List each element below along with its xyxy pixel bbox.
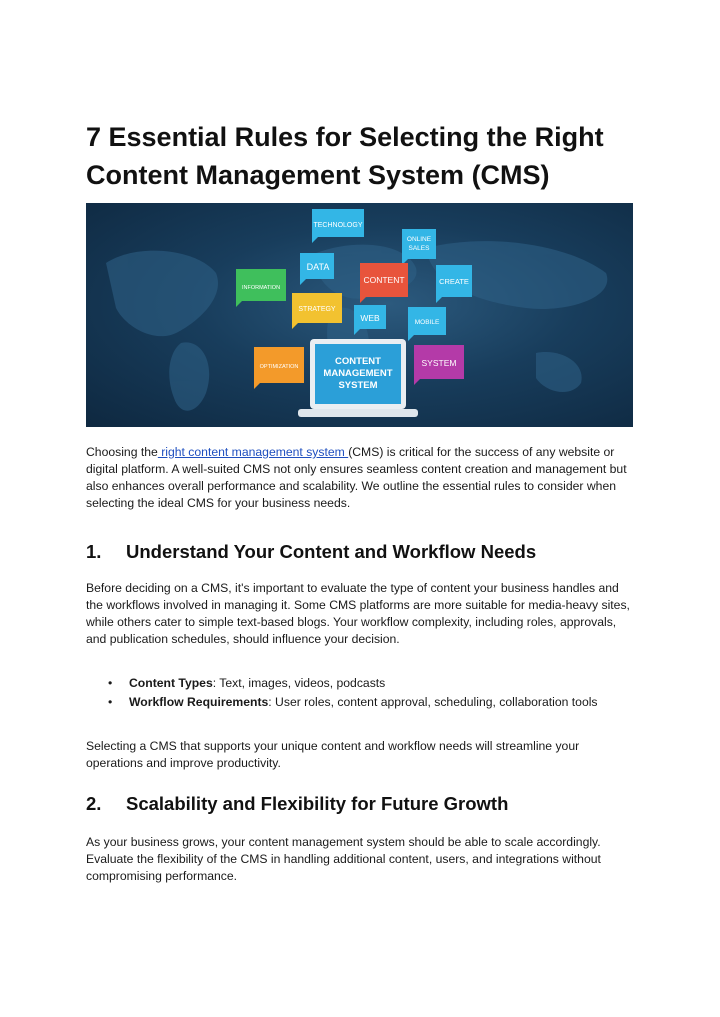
section-2-number: 2. [86,793,102,814]
svg-text:CONTENT: CONTENT [363,275,405,285]
svg-text:SYSTEM: SYSTEM [338,380,378,391]
information-tag [236,269,286,307]
section-1-paragraph: Before deciding on a CMS, it's important to evaluate the type of content your business handles and the workflows involved in managing it. Some CMS platforms are more suitable for media-heavy sites, while others cater to simple text-based blogs. Your workflow complexity, including roles, approvals, and publication schedules, should influence your decision. [86,581,630,646]
cms-link[interactable]: right content management system [157,445,349,459]
svg-text:MOBILE: MOBILE [414,319,440,326]
section-2-heading [86,792,634,816]
bullet-icon: • [108,676,113,690]
create-tag [436,265,472,303]
section-1-number: 1. [86,541,102,562]
section-1-bullets [108,675,628,713]
cms-illustration [86,203,633,427]
mobile-tag [408,307,446,341]
list-item: • Workflow Requirements: User roles, content approval, scheduling, collaboration tools [108,695,598,709]
section-1-title: Understand Your Content and Workflow Needs [126,541,537,562]
svg-text:MANAGEMENT: MANAGEMENT [323,368,393,379]
laptop-illustration [298,339,418,417]
bullet-icon: • [108,695,113,709]
technology-tag [312,209,364,243]
svg-text:SALES: SALES [408,245,430,252]
content-tag [360,263,408,303]
svg-text:TECHNOLOGY: TECHNOLOGY [313,222,363,229]
svg-text:CREATE: CREATE [439,277,469,286]
svg-text:SYSTEM: SYSTEM [421,358,457,368]
svg-text:OPTIMIZATION: OPTIMIZATION [259,364,299,370]
intro-paragraph [86,444,634,512]
svg-text:WEB: WEB [360,313,380,323]
section-1-heading [86,540,634,564]
page-title: 7 Essential Rules for Selecting the Right Content Management System (CMS) [86,122,604,190]
svg-text:ONLINE: ONLINE [406,236,432,243]
svg-text:INFORMATION: INFORMATION [241,285,281,291]
section-2-paragraph: As your business grows, your content management system should be able to scale accordingly. Evaluate the flexibility of the CMS in handling additional content, users, and integrations without compromising performance. [86,835,601,883]
hero-image [86,203,633,427]
system-tag [414,345,464,385]
intro-text-start: Choosing the [86,445,158,459]
section-2-title: Scalability and Flexibility for Future Growth [126,793,509,814]
intro-text-end: (CMS) is critical for the success of any website or digital platform. A well-suited CMS not only ensures seamless content creation and management but also enhances overall performance and scalability. We outline the essential rules to consider when selecting the ideal CMS for your business needs. [86,445,627,510]
svg-text:STRATEGY: STRATEGY [298,306,336,313]
list-item: • Content Types: Text, images, videos, podcasts [108,676,386,690]
svg-text:DATA: DATA [306,262,330,272]
svg-text:CONTENT: CONTENT [335,356,381,367]
optimization-tag [254,347,304,389]
section-1-closing: Selecting a CMS that supports your unique content and workflow needs will streamline your operations and improve productivity. [86,739,580,770]
